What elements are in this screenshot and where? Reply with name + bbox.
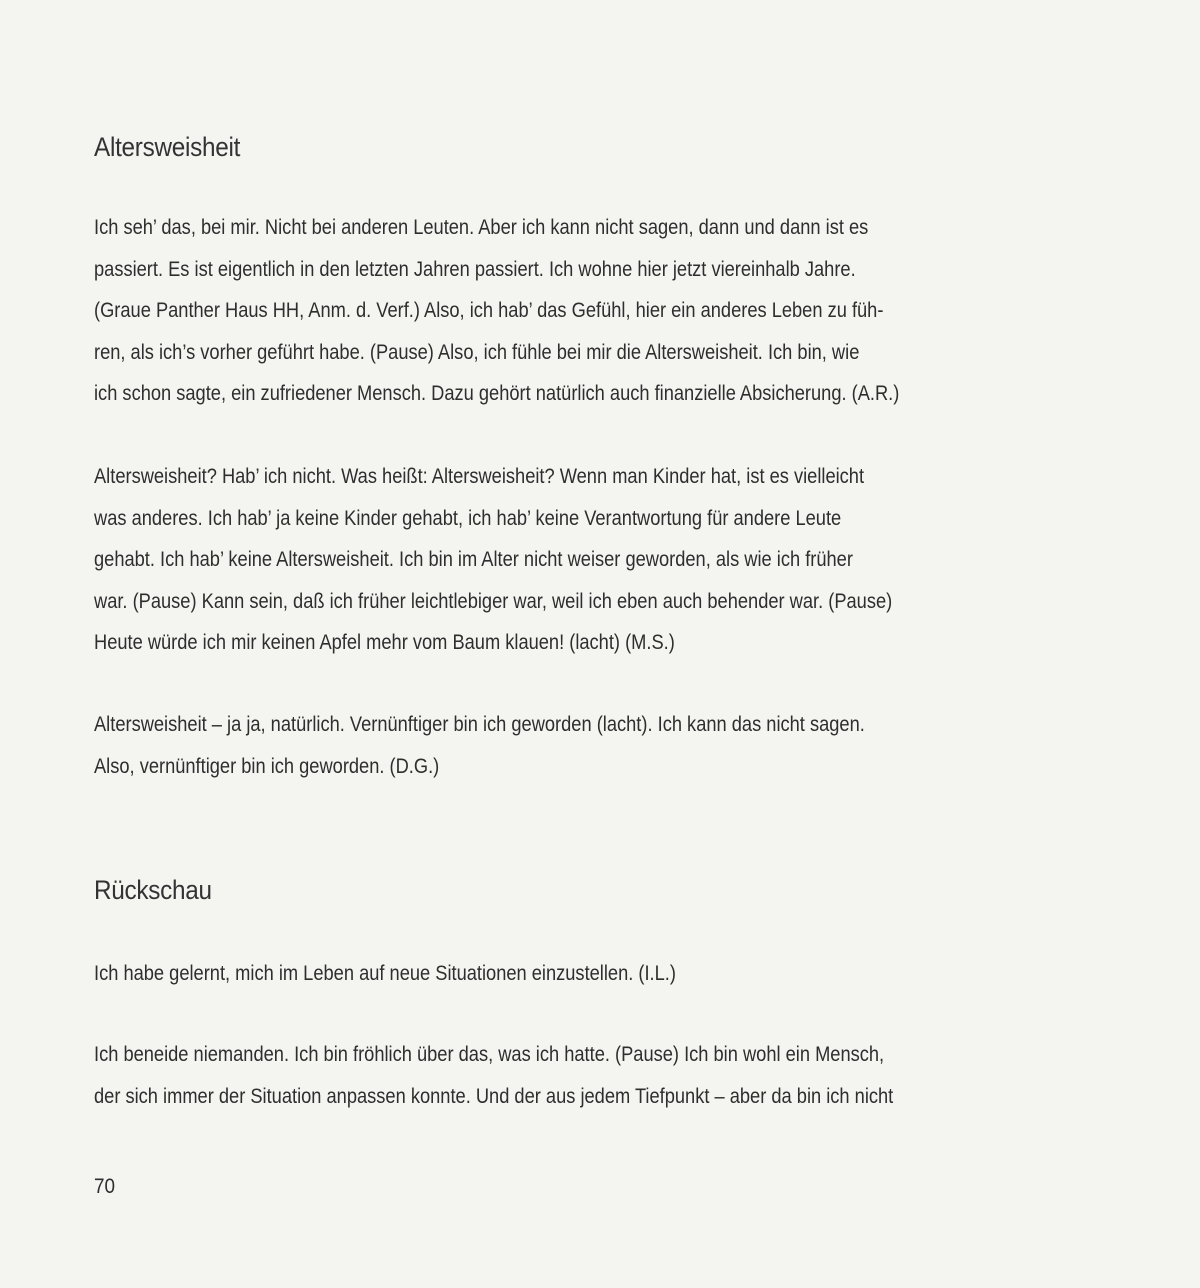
text-line: Ich habe gelernt, mich im Leben auf neue Situationen einzustellen. (I.L.) (94, 962, 676, 985)
paragraph-il (94, 953, 763, 995)
paragraph-ar (94, 207, 1020, 415)
text-line: ren, als ich’s vorher geführt habe. (Pause) Also, ich fühle bei mir die Altersweisheit. Ich bin, wie (94, 340, 860, 364)
text-line: ich schon sagte, ein zufriedener Mensch. Dazu gehört natürlich auch finanzielle Absicherung. (A.R.) (94, 382, 900, 405)
section-heading-altersweisheit: Altersweisheit (94, 132, 241, 162)
text-line: gehabt. Ich hab’ keine Altersweisheit. Ich bin im Alter nicht weiser geworden, als wie ich früher (94, 548, 853, 571)
text-line: passiert. Es ist eigentlich in den letzten Jahren passiert. Ich wohne hier jetzt viereinhalb Jahre. (94, 257, 856, 281)
section-heading-rueckschau: Rückschau (94, 875, 212, 905)
text-line: Altersweisheit – ja ja, natürlich. Vernünftiger bin ich geworden (lacht). Ich kann das nicht sagen. (94, 713, 865, 736)
text-line: (Graue Panther Haus HH, Anm. d. Verf.) Also, ich hab’ das Gefühl, hier ein anderes Leben zu füh- (94, 299, 884, 322)
text-line: Also, vernünftiger bin ich geworden. (D.G.) (94, 754, 440, 778)
text-line: was anderes. Ich hab’ ja keine Kinder gehabt, ich hab’ keine Verantwortung für andere Leute (94, 506, 842, 530)
paragraph-continued (94, 1034, 1013, 1117)
text-line: war. (Pause) Kann sein, daß ich früher leichtlebiger war, weil ich eben auch behender war. (Pause) (94, 589, 893, 613)
paragraph-ms (94, 456, 1012, 664)
page-number: 70 (94, 1175, 116, 1198)
text-line: der sich immer der Situation anpassen konnte. Und der aus jedem Tiefpunkt – aber da bin ich nicht (94, 1084, 894, 1108)
text-line: Heute würde ich mir keinen Apfel mehr vom Baum klauen! (lacht) (M.S.) (94, 631, 675, 654)
text-line: Ich beneide niemanden. Ich bin fröhlich über das, was ich hatte. (Pause) Ich bin wohl ein Mensch, (94, 1043, 885, 1066)
paragraph-dg (94, 704, 980, 787)
text-line: Ich seh’ das, bei mir. Nicht bei anderen Leuten. Aber ich kann nicht sagen, dann und dann ist es (94, 216, 869, 239)
text-line: Altersweisheit? Hab’ ich nicht. Was heißt: Altersweisheit? Wenn man Kinder hat, ist es vielleicht (94, 465, 865, 488)
